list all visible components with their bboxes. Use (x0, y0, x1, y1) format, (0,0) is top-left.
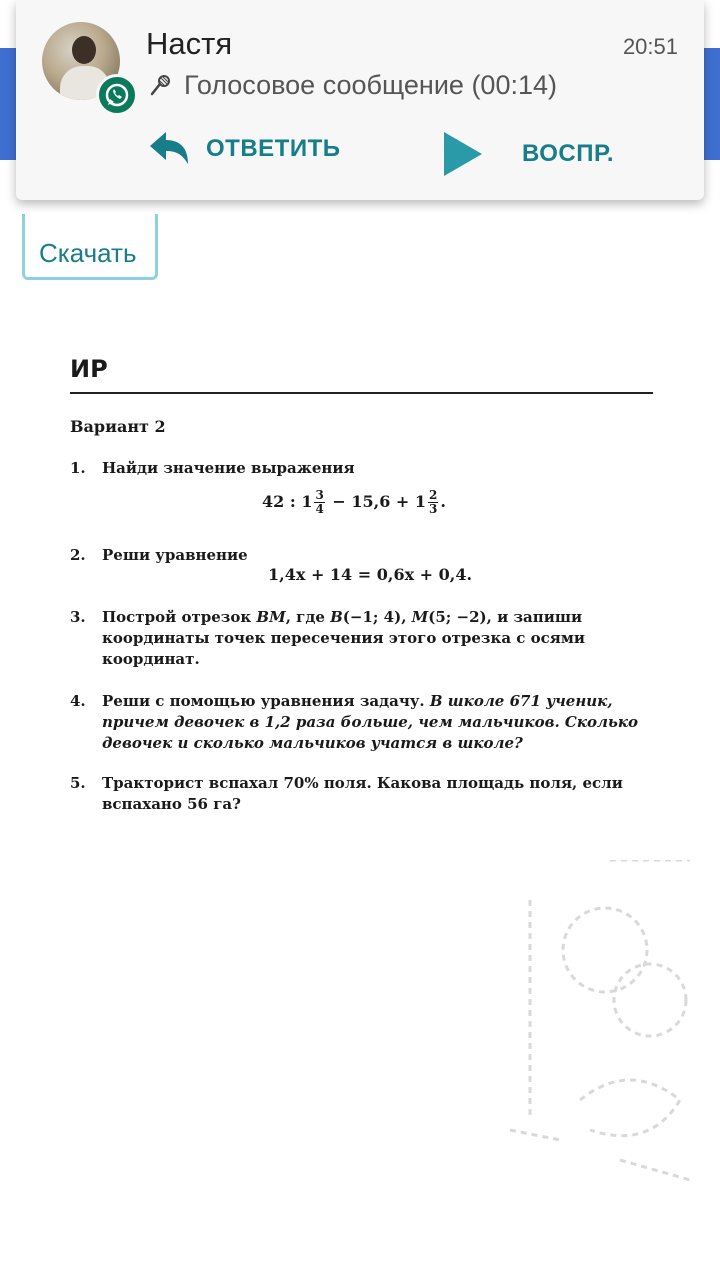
task-1-formula: 42 : 1 $\frac{3}{4}$ − 15,6 + 1 $\frac{2}{3}$ . (262, 488, 446, 516)
reply-button[interactable] (150, 132, 341, 166)
download-label: Скачать (39, 238, 137, 268)
microphone-icon (148, 74, 172, 98)
play-button[interactable] (442, 132, 614, 176)
variant-title: Вариант 2 (70, 417, 166, 436)
header-divider (70, 392, 653, 394)
notification-time: 20:51 (622, 34, 678, 59)
whatsapp-icon (96, 74, 138, 116)
task-2-formula: 1,4x + 14 = 0,6x + 0,4. (268, 565, 473, 584)
worksheet-header: ИР (70, 355, 108, 383)
worksheet-image: ИР Вариант 2 1. Найди значение выражения 42 : 1 $\frac{3}{4}$ − 15,6 + 1 $\frac{2}{3}$ . 2. Реши уравнение 1,4x + 14 = 0,6x + 0,4. 3. Построй отрезок BM, где B(−1; 4), M(5; −2), и запиши координаты точек пересечения этого отрезка с осями координат. 4. Реши с помощью уравнения задачу. В школе 671 ученик, причем девочек в 1,2 раза больше, чем мальчиков. Сколько девочек и сколько мальчиков учатся в школе? 5. Тракторист вспахал 70% поля. Какова площадь поля, если вспахано 56 га? (70, 355, 655, 383)
watermark-graphic (500, 860, 700, 1190)
notification-sender: Настя (146, 26, 233, 61)
download-button[interactable] (22, 214, 158, 280)
play-label: ВОСПР. (522, 140, 615, 167)
play-triangle-icon (442, 132, 484, 176)
notification-card[interactable] (16, 0, 704, 200)
reply-arrow-icon (150, 132, 190, 166)
notification-message: Голосовое сообщение (00:14) (184, 70, 557, 100)
reply-label: ОТВЕТИТЬ (206, 135, 341, 162)
